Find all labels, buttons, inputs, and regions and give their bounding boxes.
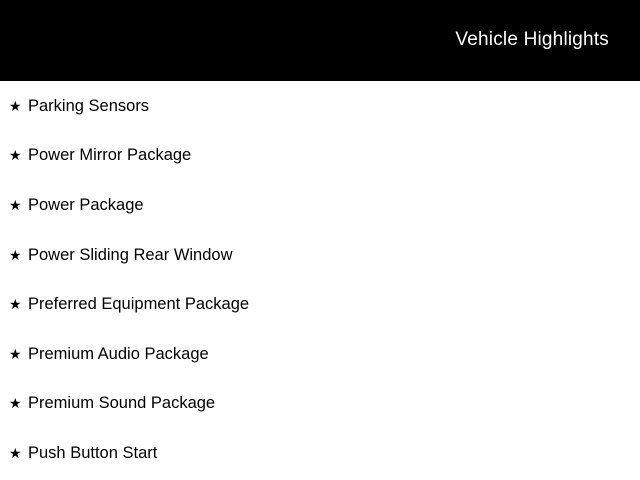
list-item-label: Power Package xyxy=(28,195,144,214)
list-item xyxy=(0,180,640,230)
star-icon: ★ xyxy=(9,97,22,114)
list-item-label: Premium Audio Package xyxy=(28,344,209,363)
list-item-label: Power Sliding Rear Window xyxy=(28,245,233,264)
star-icon: ★ xyxy=(9,296,22,313)
vehicle-highlights-list xyxy=(0,81,640,478)
star-icon: ★ xyxy=(9,147,22,164)
star-icon: ★ xyxy=(9,395,22,412)
list-item-label: Preferred Equipment Package xyxy=(28,295,250,314)
star-icon: ★ xyxy=(9,246,22,263)
list-item-label: Parking Sensors xyxy=(28,96,150,115)
list-item-label: Premium Sound Package xyxy=(28,394,216,413)
list-item xyxy=(0,428,640,478)
star-icon: ★ xyxy=(9,345,22,362)
star-icon: ★ xyxy=(9,444,22,461)
page-title: Vehicle Highlights xyxy=(455,29,609,50)
list-item xyxy=(0,279,640,329)
page-header xyxy=(0,0,640,81)
list-item-label: Power Mirror Package xyxy=(28,146,192,165)
list-item xyxy=(0,379,640,429)
list-item xyxy=(0,329,640,379)
star-icon: ★ xyxy=(9,196,22,213)
list-item-label: Push Button Start xyxy=(28,443,158,462)
list-item xyxy=(0,81,640,131)
list-item xyxy=(0,131,640,181)
list-item xyxy=(0,230,640,280)
